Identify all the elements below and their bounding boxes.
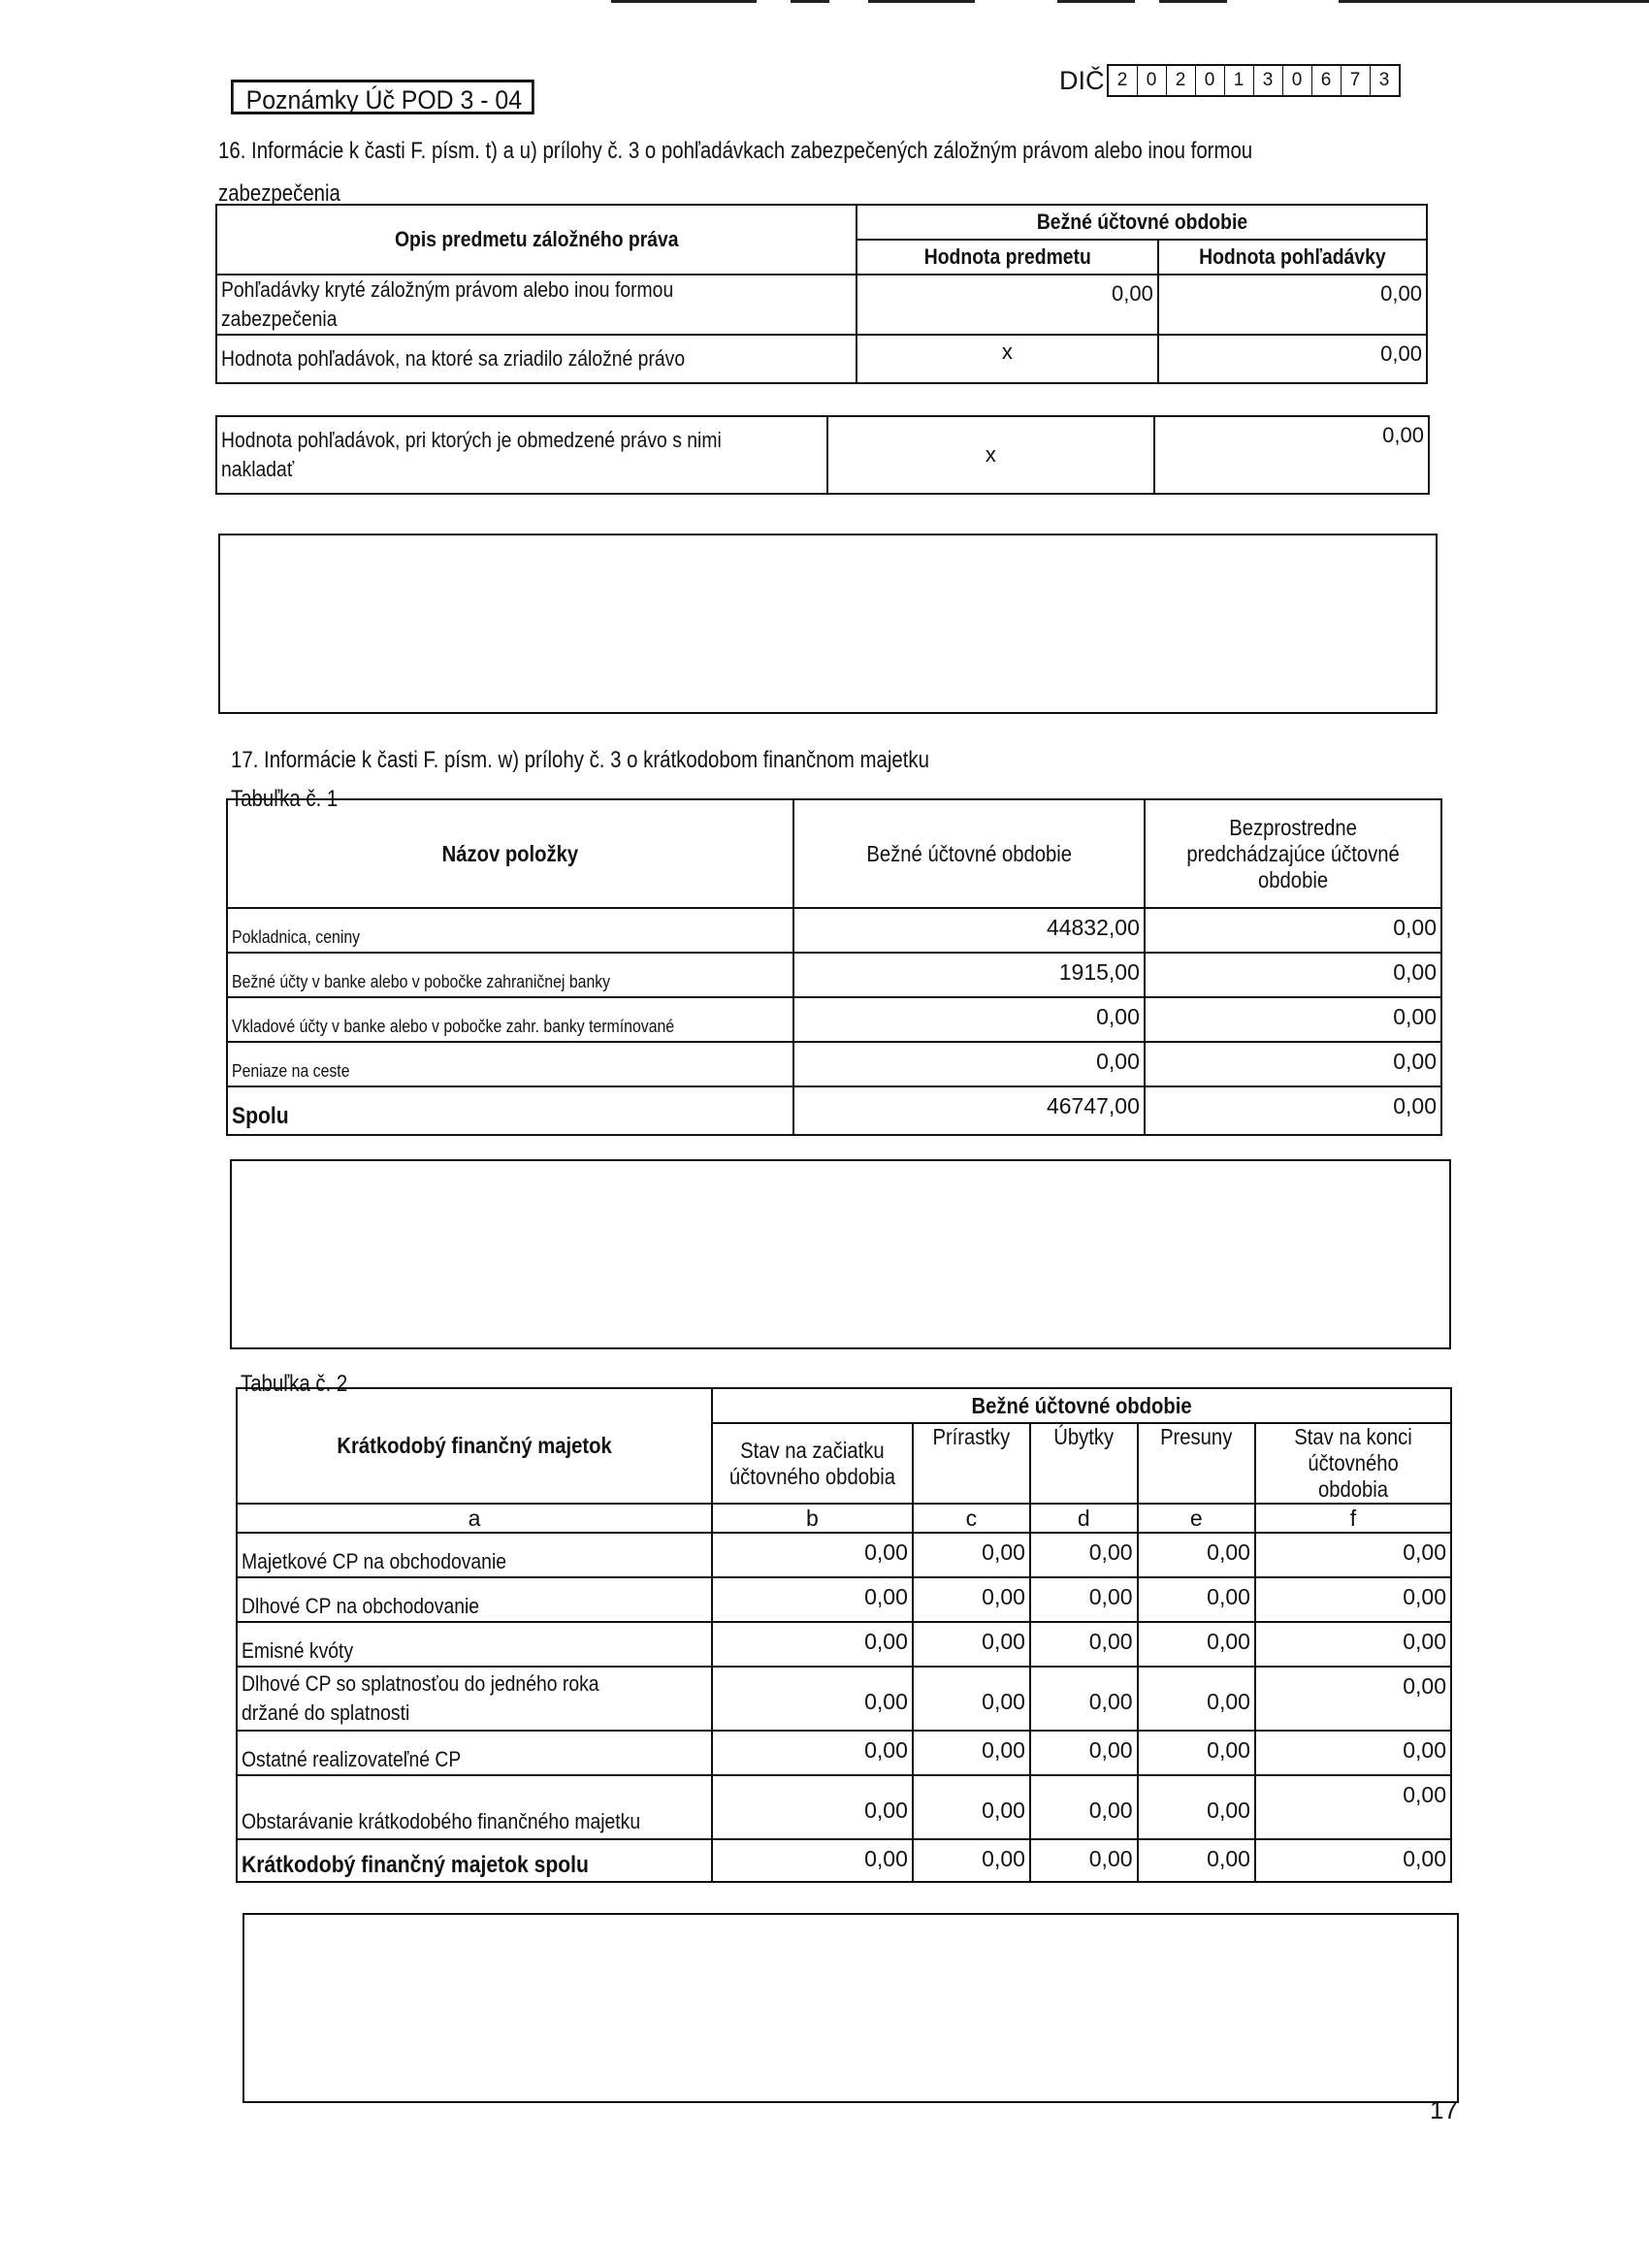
- cell-value: 0,00: [1158, 275, 1427, 335]
- row-label: Obstarávanie krátkodobého finančného majetku: [237, 1775, 712, 1839]
- cell-value: 0,00: [712, 1731, 913, 1775]
- cell-value: 0,00: [1255, 1775, 1451, 1839]
- table-row-total: [227, 1086, 1441, 1135]
- row-label: Hodnota pohľadávok, na ktoré sa zriadilo záložné právo: [216, 335, 857, 383]
- table-row: [227, 997, 1441, 1042]
- scan-artifact: [791, 0, 829, 3]
- cell-value: 0,00: [1030, 1622, 1138, 1667]
- cell-value: 0,00: [1030, 1577, 1138, 1622]
- col-header-description: Opis predmetu záložného práva: [216, 205, 857, 275]
- col-letter: b: [712, 1504, 913, 1533]
- table-row: [237, 1622, 1451, 1667]
- cell-previous-total: 0,00: [1145, 1086, 1441, 1135]
- col-header-previous: Bezprostredne predchádzajúce účtovné obdobie: [1145, 799, 1441, 908]
- scan-artifact: [1159, 0, 1227, 3]
- row-label: Peniaze na ceste: [227, 1042, 793, 1086]
- section17-title: 17. Informácie k časti F. písm. w) prílohy č. 3 o krátkodobom finančnom majetku: [231, 747, 929, 773]
- scan-artifact: [1057, 0, 1135, 3]
- col-letter: f: [1255, 1504, 1451, 1533]
- short-term-assets-table1: [226, 798, 1442, 1136]
- cell-value: 0,00: [1255, 1667, 1451, 1731]
- pledge-table: [215, 204, 1428, 384]
- col-header-current: Bežné účtovné obdobie: [793, 799, 1145, 908]
- cell-current-total: 46747,00: [793, 1086, 1145, 1135]
- table-row: [227, 953, 1441, 997]
- section16-title-line2: zabezpečenia: [218, 180, 340, 207]
- row-label: Majetkové CP na obchodovanie: [237, 1533, 712, 1577]
- cell-value: 0,00: [1154, 416, 1429, 494]
- cell-value: 0,00: [712, 1775, 913, 1839]
- table2-caption: Tabuľka č. 2: [241, 1371, 348, 1397]
- cell-current: 1915,00: [793, 953, 1145, 997]
- table1-note-box[interactable]: [230, 1159, 1451, 1349]
- col-header-value-subject: Hodnota predmetu: [857, 240, 1158, 275]
- form-code-box: Poznámky Úč POD 3 - 04: [231, 80, 534, 114]
- section16-title-line1: 16. Informácie k časti F. písm. t) a u) prílohy č. 3 o pohľadávkach zabezpečených záložným právom alebo inou formou: [218, 138, 1253, 164]
- row-label: Hodnota pohľadávok, pri ktorých je obmedzené právo s nimi nakladať: [216, 416, 827, 494]
- cell-value-total: 0,00: [712, 1839, 913, 1882]
- dic-digit: 3: [1253, 66, 1282, 95]
- dic-digit-boxes: [1107, 64, 1401, 97]
- scan-artifact: [611, 0, 757, 3]
- col-header-disposals: Úbytky: [1030, 1423, 1138, 1504]
- scan-artifact: [868, 0, 975, 3]
- cell-value: 0,00: [712, 1577, 913, 1622]
- cell-previous: 0,00: [1145, 997, 1441, 1042]
- table-row: [216, 335, 1427, 383]
- col-letter: d: [1030, 1504, 1138, 1533]
- cell-previous: 0,00: [1145, 908, 1441, 953]
- cell-value-total: 0,00: [1138, 1839, 1255, 1882]
- table1-caption: Tabuľka č. 1: [231, 786, 339, 812]
- col-header-current-period: Bežné účtovné obdobie: [712, 1388, 1451, 1423]
- table-row: [227, 908, 1441, 953]
- dic-digit: 0: [1282, 66, 1311, 95]
- row-label: Emisné kvóty: [237, 1622, 712, 1667]
- row-label: Dlhové CP so splatnosťou do jedného roka držané do splatnosti: [237, 1667, 712, 1731]
- table2-note-box[interactable]: [242, 1913, 1459, 2103]
- col-header-name: Krátkodobý finančný majetok: [237, 1388, 712, 1504]
- short-term-assets-table2: [236, 1387, 1452, 1883]
- cell-value: 0,00: [1138, 1577, 1255, 1622]
- table-row: [237, 1533, 1451, 1577]
- cell-value: 0,00: [857, 275, 1158, 335]
- cell-value: 0,00: [913, 1775, 1030, 1839]
- cell-value: 0,00: [712, 1622, 913, 1667]
- cell-value: x: [827, 416, 1154, 494]
- col-header-closing: Stav na konci účtovného obdobia: [1255, 1423, 1451, 1504]
- cell-value: 0,00: [1255, 1622, 1451, 1667]
- cell-previous: 0,00: [1145, 1042, 1441, 1086]
- cell-value: 0,00: [1030, 1533, 1138, 1577]
- cell-current: 0,00: [793, 1042, 1145, 1086]
- row-label-total: Krátkodobý finančný majetok spolu: [237, 1839, 712, 1882]
- cell-value: 0,00: [1138, 1775, 1255, 1839]
- dic-digit: 0: [1137, 66, 1166, 95]
- row-label: Bežné účty v banke alebo v pobočke zahraničnej banky: [227, 953, 793, 997]
- col-letter: e: [1138, 1504, 1255, 1533]
- col-letter: c: [913, 1504, 1030, 1533]
- letters-row: [237, 1504, 1451, 1533]
- row-label: Pokladnica, ceniny: [227, 908, 793, 953]
- cell-value: 0,00: [1030, 1775, 1138, 1839]
- cell-value: 0,00: [712, 1667, 913, 1731]
- dic-digit: 7: [1341, 66, 1370, 95]
- cell-value: 0,00: [1138, 1622, 1255, 1667]
- table-row: [237, 1775, 1451, 1839]
- cell-value: 0,00: [712, 1533, 913, 1577]
- dic-digit: 2: [1166, 66, 1195, 95]
- cell-value: 0,00: [913, 1533, 1030, 1577]
- dic-digit: 2: [1116, 70, 1128, 90]
- table-row: [237, 1577, 1451, 1622]
- table-row: [237, 1731, 1451, 1775]
- cell-current: 44832,00: [793, 908, 1145, 953]
- cell-value-total: 0,00: [913, 1839, 1030, 1882]
- col-header-current-period: Bežné účtovné obdobie: [857, 205, 1427, 240]
- col-header-name: Názov položky: [227, 799, 793, 908]
- cell-value: 0,00: [913, 1577, 1030, 1622]
- dic-digit: 6: [1311, 66, 1341, 95]
- restricted-receivables-table: [215, 415, 1430, 495]
- cell-value: 0,00: [1158, 335, 1427, 383]
- table-row: [237, 1667, 1451, 1731]
- cell-value: 0,00: [1138, 1731, 1255, 1775]
- table-row: [227, 1042, 1441, 1086]
- cell-value-total: 0,00: [1030, 1839, 1138, 1882]
- row-label-total: Spolu: [227, 1086, 793, 1135]
- cell-value: 0,00: [913, 1622, 1030, 1667]
- col-header-transfers: Presuny: [1138, 1423, 1255, 1504]
- dic-field: [1059, 64, 1401, 97]
- scan-artifact: [1339, 0, 1649, 3]
- dic-digit: 0: [1195, 66, 1224, 95]
- cell-previous: 0,00: [1145, 953, 1441, 997]
- cell-value: 0,00: [1138, 1667, 1255, 1731]
- col-header-additions: Prírastky: [913, 1423, 1030, 1504]
- col-letter: a: [237, 1504, 712, 1533]
- row-label: Pohľadávky kryté záložným právom alebo inou formou zabezpečenia: [216, 275, 857, 335]
- row-label: Dlhové CP na obchodovanie: [237, 1577, 712, 1622]
- page-number: 17: [1430, 2095, 1458, 2124]
- cell-value: 0,00: [1030, 1731, 1138, 1775]
- cell-value: 0,00: [1255, 1577, 1451, 1622]
- table-row-total: [237, 1839, 1451, 1882]
- dic-digit: 3: [1370, 66, 1399, 95]
- dic-digit: 1: [1224, 66, 1253, 95]
- cell-value: 0,00: [1255, 1533, 1451, 1577]
- section16-note-box[interactable]: [218, 534, 1438, 714]
- cell-value: 0,00: [913, 1731, 1030, 1775]
- cell-value: 0,00: [913, 1667, 1030, 1731]
- cell-value: 0,00: [1138, 1533, 1255, 1577]
- col-header-opening: Stav na začiatku účtovného obdobia: [712, 1423, 913, 1504]
- cell-value: x: [857, 335, 1158, 383]
- cell-current: 0,00: [793, 997, 1145, 1042]
- dic-label: DIČ: [1059, 66, 1105, 95]
- cell-value: 0,00: [1030, 1667, 1138, 1731]
- row-label: Ostatné realizovateľné CP: [237, 1731, 712, 1775]
- cell-value: 0,00: [1255, 1731, 1451, 1775]
- table-row: [216, 416, 1429, 494]
- table-row: [216, 275, 1427, 335]
- cell-value-total: 0,00: [1255, 1839, 1451, 1882]
- col-header-value-receivable: Hodnota pohľadávky: [1158, 240, 1427, 275]
- row-label: Vkladové účty v banke alebo v pobočke zahr. banky termínované: [227, 997, 793, 1042]
